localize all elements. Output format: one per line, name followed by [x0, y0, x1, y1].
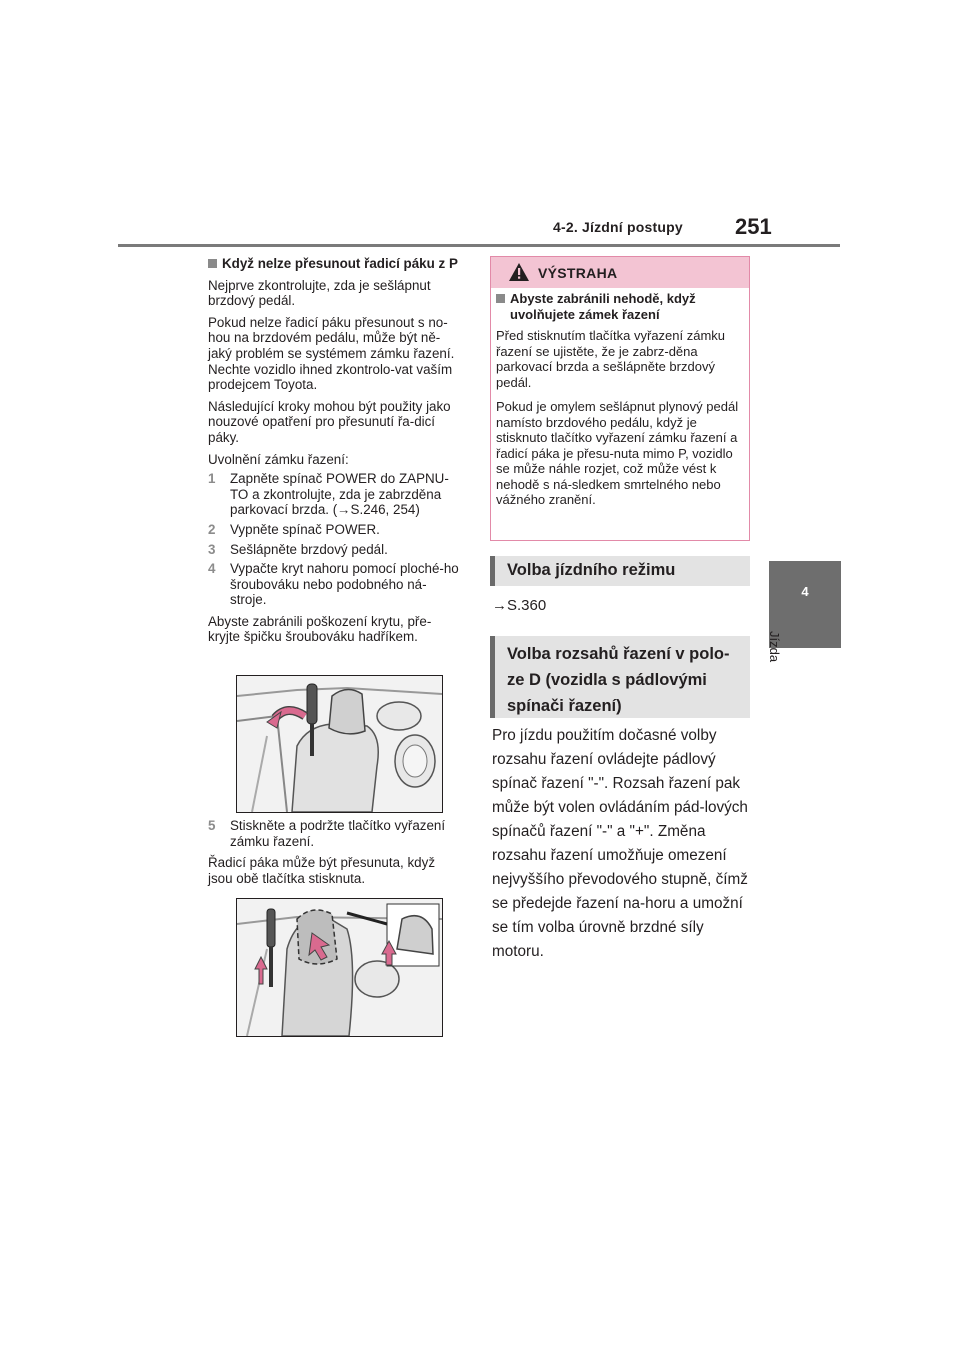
- warning-title: VÝSTRAHA: [538, 265, 618, 281]
- chapter-tab-label: Jízda: [767, 631, 782, 663]
- left-column: [208, 256, 463, 651]
- console-illustration: [237, 676, 442, 812]
- illustration-screwdriver-cover: [236, 675, 443, 813]
- paragraph: Abyste zabránili poškození krytu, pře-kryjte špičku šroubováku hadříkem.: [208, 613, 432, 645]
- subheading-shift-lock: Když nelze přesunout řadicí páku z P: [208, 256, 463, 272]
- paragraph: Následující kroky mohou být použity jako nouzové opatření pro přesunutí řa-dicí páky.: [208, 398, 451, 445]
- step-item: 5 Stiskněte a podržte tlačítko vyřazení zámku řazení.: [208, 818, 446, 849]
- paragraph: Pokud nelze řadicí páku přesunout s no-hou na brzdovém pedálu, může být ně-jaký problém se systémem zámku řazení. Nechte vozidlo ihned zkontrolo-vat vaším prodejcem Toyota.: [208, 314, 455, 393]
- running-header-section: 4-2. Jízdní postupy: [553, 219, 683, 235]
- console-illustration: [237, 899, 442, 1036]
- paragraph: Uvolnění zámku řazení:: [208, 451, 349, 467]
- step-item: 3 Sešlápněte brzdový pedál.: [208, 541, 388, 557]
- paragraph: Nejprve zkontrolujte, zda je sešlápnut brzdový pedál.: [208, 277, 431, 309]
- paragraph: Řadicí páka může být přesunuta, když jsou obě tlačítka stisknuta.: [208, 855, 436, 886]
- page-number: 251: [735, 214, 772, 239]
- warning-triangle-icon: [508, 262, 530, 282]
- warning-paragraph: Pokud je omylem sešlápnut plynový pedál namísto brzdového pedálu, když je stisknuto tlačítko vyřazení zámku řazení a řadicí páka je přesu-nuta mimo P, vozidlo se může náhle rozjet, což může vést k nehodě s ná-sledkem smrtelného nebo vážného zranění.: [496, 399, 739, 507]
- bullet-square-icon: [496, 294, 505, 303]
- header-rule: [118, 244, 840, 247]
- step-item: 2 Vypněte spínač POWER.: [208, 521, 380, 537]
- warning-paragraph: Před stisknutím tlačítka vyřazení zámku řazení se ujistěte, že je zabrz-děna parkovací brzda a sešlápněte brzdový pedál.: [496, 328, 726, 390]
- step-item: 1 Zapněte spínač POWER do ZAPNU-TO a zkontrolujte, zda je zabrzděna parkovací brzda. (→S.246, 254): [208, 471, 449, 518]
- illustration-release-button: [236, 898, 443, 1037]
- step5-block: [208, 818, 463, 886]
- bullet-square-icon: [208, 259, 217, 268]
- section-heading-paddle-shift: Volba rozsahů řazení v polo-ze D (vozidla s pádlovými spínači řazení): [490, 636, 750, 718]
- warning-subheading: Abyste zabránili nehodě, když uvolňujete zámek řazení: [496, 291, 741, 322]
- section-heading-drive-mode: Volba jízdního režimu: [490, 556, 750, 586]
- cross-reference: →S.360: [492, 597, 547, 614]
- paddle-shift-paragraph: Pro jízdu použitím dočasné volby rozsahu řazení ovládejte pádlový spínač řazení "-". Rozsah řazení pak může být volen ovládáním pád-lových spínačů řazení "-" a "+". Změna rozsahu řazení umožňuje omezení nejvyššího převodového stupně, čímž se předejde řazení na-horu a umožní se tím volba úrovně brzdné síly motoru.: [492, 727, 748, 960]
- warning-body: [496, 291, 741, 517]
- chapter-tab-number: 4: [801, 584, 809, 599]
- step-item: 4 Vypačte kryt nahoru pomocí ploché-ho šroubováku nebo podobného ná-stroje.: [208, 561, 459, 608]
